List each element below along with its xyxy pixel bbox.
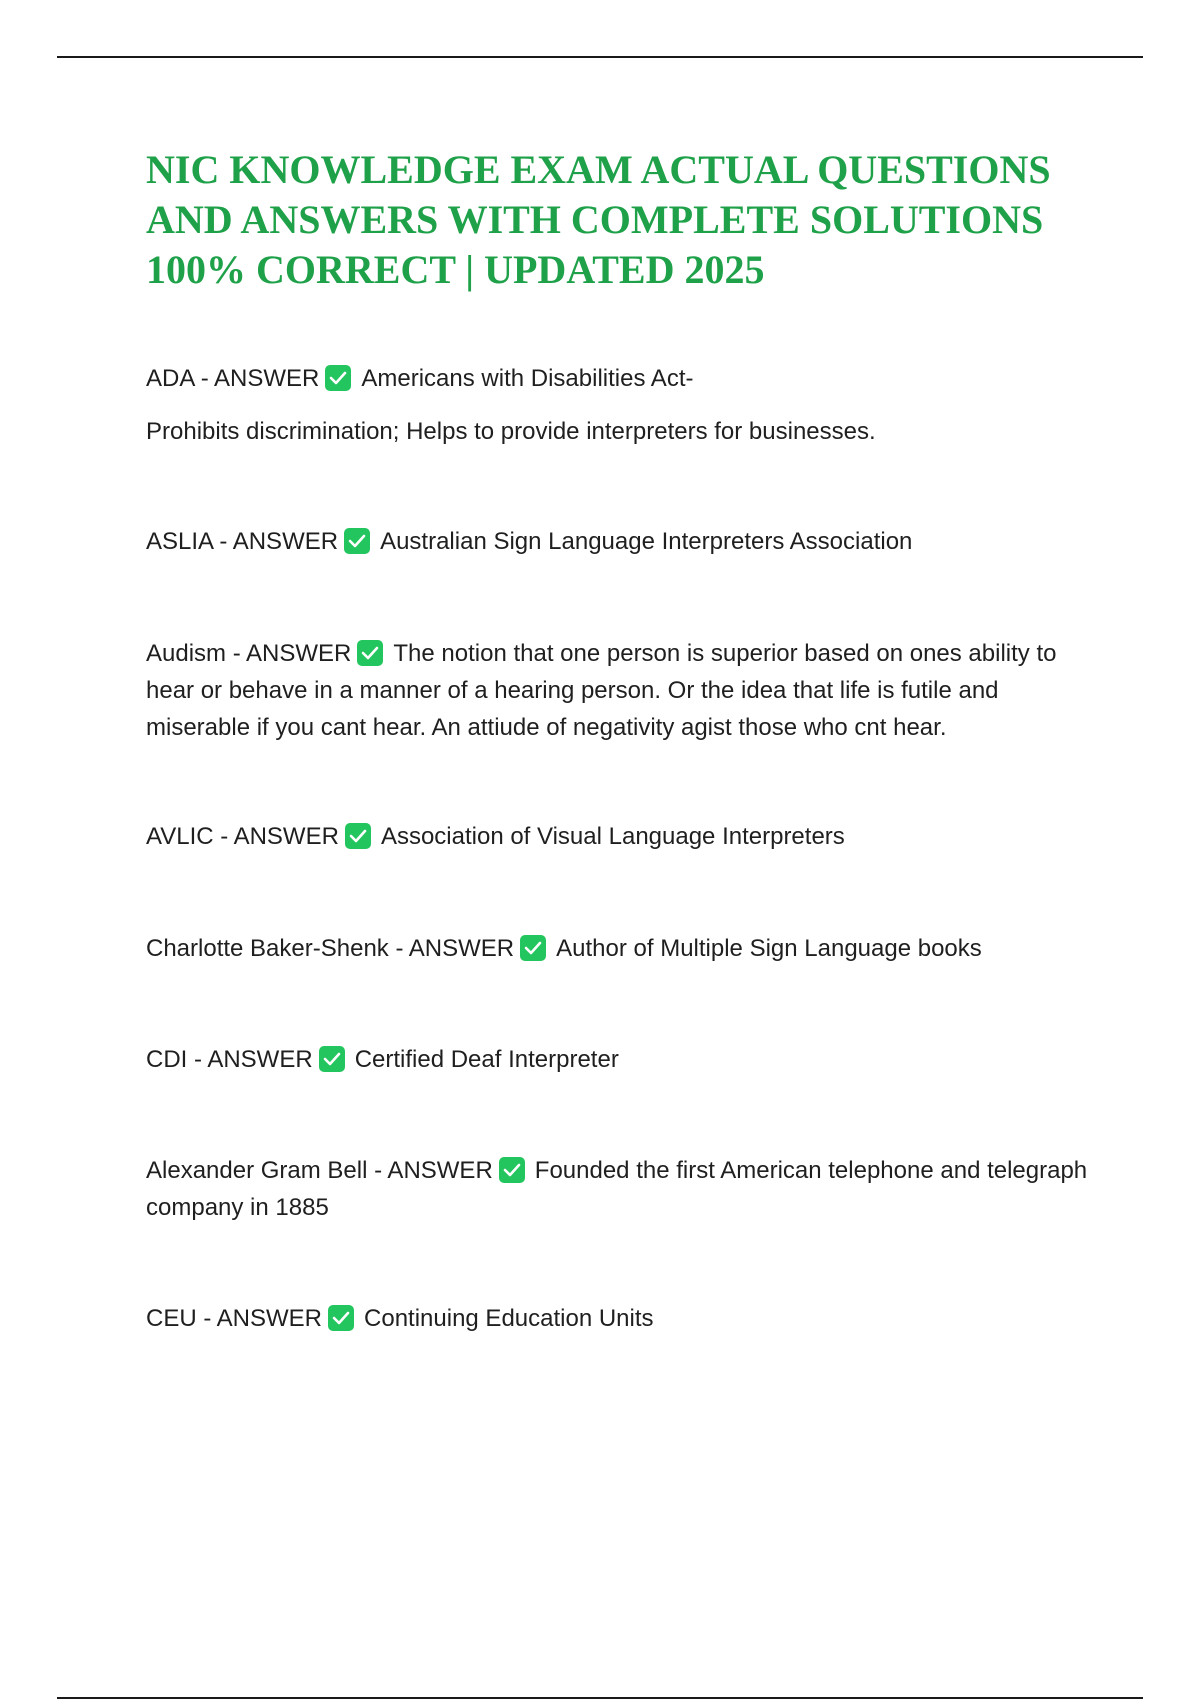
answer: The notion that one person is superior based on ones ability to hear or behave in a manner of a hearing person. Or the idea that life is futile and miserable if you cant hear. An attiude of negativity agist those who cnt hear. bbox=[146, 640, 1057, 741]
qa-entry-charlotte-baker-shenk bbox=[146, 930, 1096, 967]
term: CDI - ANSWER bbox=[146, 1046, 313, 1073]
term: CEU - ANSWER bbox=[146, 1305, 323, 1332]
answer-continuation: Prohibits discrimination; Helps to provide interpreters for businesses. bbox=[146, 418, 876, 445]
title-line: NIC KNOWLEDGE EXAM ACTUAL QUESTIONS bbox=[146, 147, 1051, 192]
answer: Author of Multiple Sign Language books bbox=[556, 935, 982, 962]
answer: Association of Visual Language Interpreters bbox=[380, 823, 845, 850]
qa-entry-alexander-gram-bell bbox=[146, 1152, 1096, 1226]
check-box-icon bbox=[325, 365, 351, 391]
term: ASLIA - ANSWER bbox=[146, 528, 339, 555]
term: Charlotte Baker-Shenk - ANSWER bbox=[146, 935, 515, 962]
qa-entry-avlic bbox=[146, 818, 1096, 855]
title-line: AND ANSWERS WITH COMPLETE SOLUTIONS bbox=[146, 197, 1044, 242]
check-box-icon bbox=[344, 528, 370, 554]
check-box-icon bbox=[319, 1046, 345, 1072]
term: Alexander Gram Bell - ANSWER bbox=[146, 1157, 493, 1184]
qa-entry-cdi bbox=[146, 1041, 1096, 1078]
top-rule bbox=[57, 56, 1143, 58]
answer: Founded the first American telephone and telegraph company in 1885 bbox=[146, 1157, 1088, 1221]
check-box-icon bbox=[357, 640, 383, 666]
document-title bbox=[146, 145, 1106, 295]
answer: Continuing Education Units bbox=[364, 1305, 654, 1332]
check-box-icon bbox=[499, 1157, 525, 1183]
answer: Americans with Disabilities Act- bbox=[361, 365, 694, 392]
title-line: 100% CORRECT | UPDATED 2025 bbox=[146, 247, 765, 292]
check-box-icon bbox=[328, 1305, 354, 1331]
bottom-rule bbox=[57, 1697, 1143, 1699]
qa-entry-aslia bbox=[146, 523, 1096, 560]
answer: Certified Deaf Interpreter bbox=[354, 1046, 619, 1073]
term: ADA - ANSWER bbox=[146, 365, 320, 392]
check-box-icon bbox=[520, 935, 546, 961]
answer: Australian Sign Language Interpreters Association bbox=[380, 528, 913, 555]
term: Audism - ANSWER bbox=[146, 640, 352, 667]
qa-entry-ceu bbox=[146, 1300, 1096, 1337]
qa-entry-audism bbox=[146, 635, 1096, 746]
check-box-icon bbox=[345, 823, 371, 849]
term: AVLIC - ANSWER bbox=[146, 823, 339, 850]
qa-entry-ada bbox=[146, 360, 1096, 450]
